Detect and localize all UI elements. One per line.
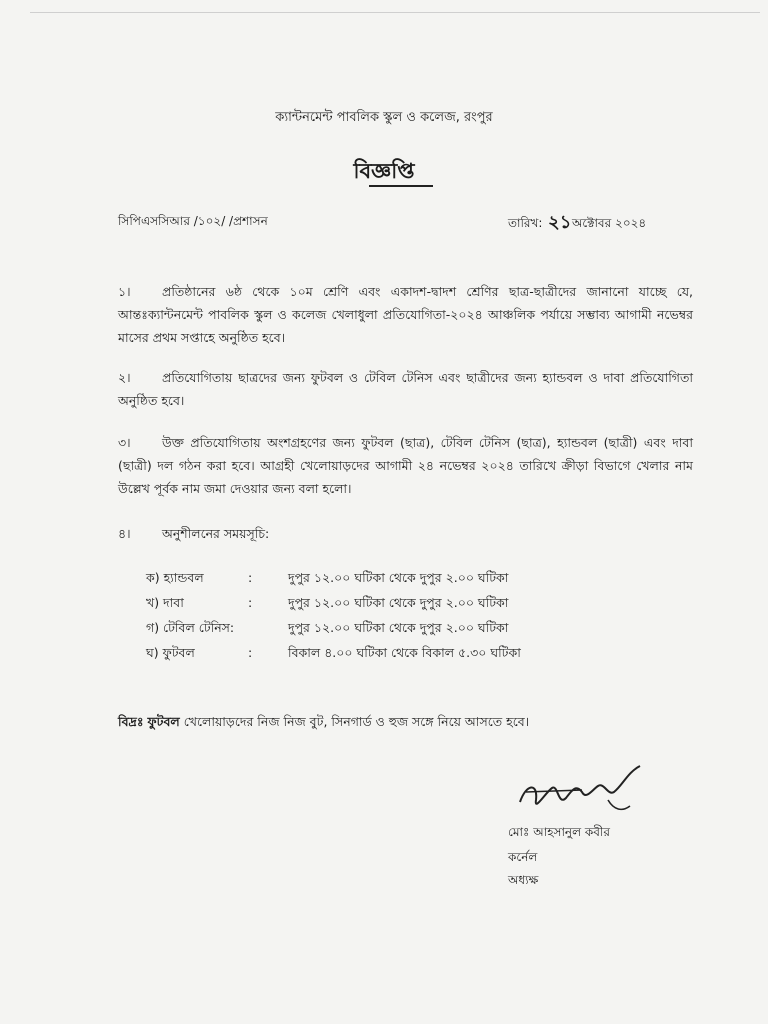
paragraph-number: ১। bbox=[118, 284, 131, 299]
heading-underline bbox=[369, 185, 433, 187]
signature bbox=[512, 762, 652, 822]
paragraph-number: ২। bbox=[118, 370, 131, 385]
paragraph-text: প্রতিষ্ঠানের ৬ষ্ঠ থেকে ১০ম শ্রেণি এবং একাদশ-দ্বাদশ শ্রেণির ছাত্র-ছাত্রীদের জানানো যাচ্ছে যে, আন্তঃক্যান্টনমেন্ট পাবলিক স্কুল ও কলেজ খেলাধুলা প্রতিযোগিতা-২০২৪ আঞ্চলিক পর্যায়ে সম্ভাব্য আগামী নভেম্বর মাসের প্রথম সপ্তাহে অনুষ্ঠিত হবে। bbox=[118, 284, 693, 345]
schedule-colon: : bbox=[248, 570, 253, 585]
paragraph-number: ৩। bbox=[118, 435, 131, 450]
paragraph-1 bbox=[118, 280, 693, 349]
schedule-time: দুপুর ১২.০০ ঘটিকা থেকে দুপুর ২.০০ ঘটিকা bbox=[288, 595, 509, 610]
date-label: তারিখ: bbox=[508, 216, 543, 230]
school-name: ক্যান্টনমেন্ট পাবলিক স্কুল ও কলেজ, রংপুর bbox=[275, 110, 493, 125]
note bbox=[118, 714, 529, 734]
schedule-sport: গ) টেবিল টেনিস: bbox=[146, 620, 235, 635]
page-edge-line bbox=[30, 12, 760, 13]
schedule-sport: ক) হ্যান্ডবল bbox=[146, 570, 204, 585]
schedule-title: অনুশীলনের সময়সূচি: bbox=[162, 526, 270, 541]
schedule-sport: ঘ) ফুটবল bbox=[146, 645, 195, 660]
note-label: বিদ্রঃ bbox=[118, 714, 144, 729]
note-text: খেলোয়াড়দের নিজ নিজ বুট, সিনগার্ড ও হুজ সঙ্গে নিয়ে আসতে হবে। bbox=[183, 714, 530, 729]
paragraph-text: প্রতিযোগিতায় ছাত্রদের জন্য ফুটবল ও টেবিল টেনিস এবং ছাত্রীদের জন্য হ্যান্ডবল ও দাবা প্রতিযোগিতা অনুষ্ঠিত হবে। bbox=[118, 370, 693, 408]
schedule-time: বিকাল ৪.০০ ঘটিকা থেকে বিকাল ৫.৩০ ঘটিকা bbox=[288, 645, 521, 660]
signatory-name: মোঃ আহসানুল কবীর bbox=[508, 825, 610, 839]
paragraph-text: উক্ত প্রতিযোগিতায় অংশগ্রহণের জন্য ফুটবল (ছাত্র), টেবিল টেনিস (ছাত্র), হ্যান্ডবল (ছাত্রী) এবং দাবা (ছাত্রী) দল গঠন করা হবে। আগ্রহী খেলোয়াড়দের আগামী ২৪ নভেম্বর ২০২৪ তারিখে ক্রীড়া বিভাগে খেলার নাম উল্লেখ পূর্বক নাম জমা দেওয়ার জন্য বলা হলো। bbox=[118, 435, 693, 496]
paragraph-3 bbox=[118, 431, 693, 500]
schedule-sport: খ) দাবা bbox=[146, 595, 184, 610]
date-day: ২১ bbox=[548, 212, 572, 233]
paragraph-number: ৪। bbox=[118, 526, 131, 541]
schedule-colon: : bbox=[248, 645, 253, 660]
paragraph-2 bbox=[118, 366, 693, 412]
schedule-time: দুপুর ১২.০০ ঘটিকা থেকে দুপুর ২.০০ ঘটিকা bbox=[288, 570, 509, 585]
schedule-heading bbox=[118, 526, 269, 546]
schedule-time: দুপুর ১২.০০ ঘটিকা থেকে দুপুর ২.০০ ঘটিকা bbox=[288, 620, 509, 635]
note-highlight: ফুটবল bbox=[147, 714, 180, 729]
signatory-rank: কর্নেল bbox=[508, 850, 538, 864]
date-month-year: অক্টোবর ২০২৪ bbox=[572, 216, 647, 230]
notice-heading: বিজ্ঞপ্তি bbox=[353, 159, 415, 183]
signatory-title: অধ্যক্ষ bbox=[508, 873, 539, 887]
schedule-colon: : bbox=[248, 595, 253, 610]
memo-number: সিপিএসসিআর /১০২/ /প্রশাসন bbox=[118, 214, 268, 228]
